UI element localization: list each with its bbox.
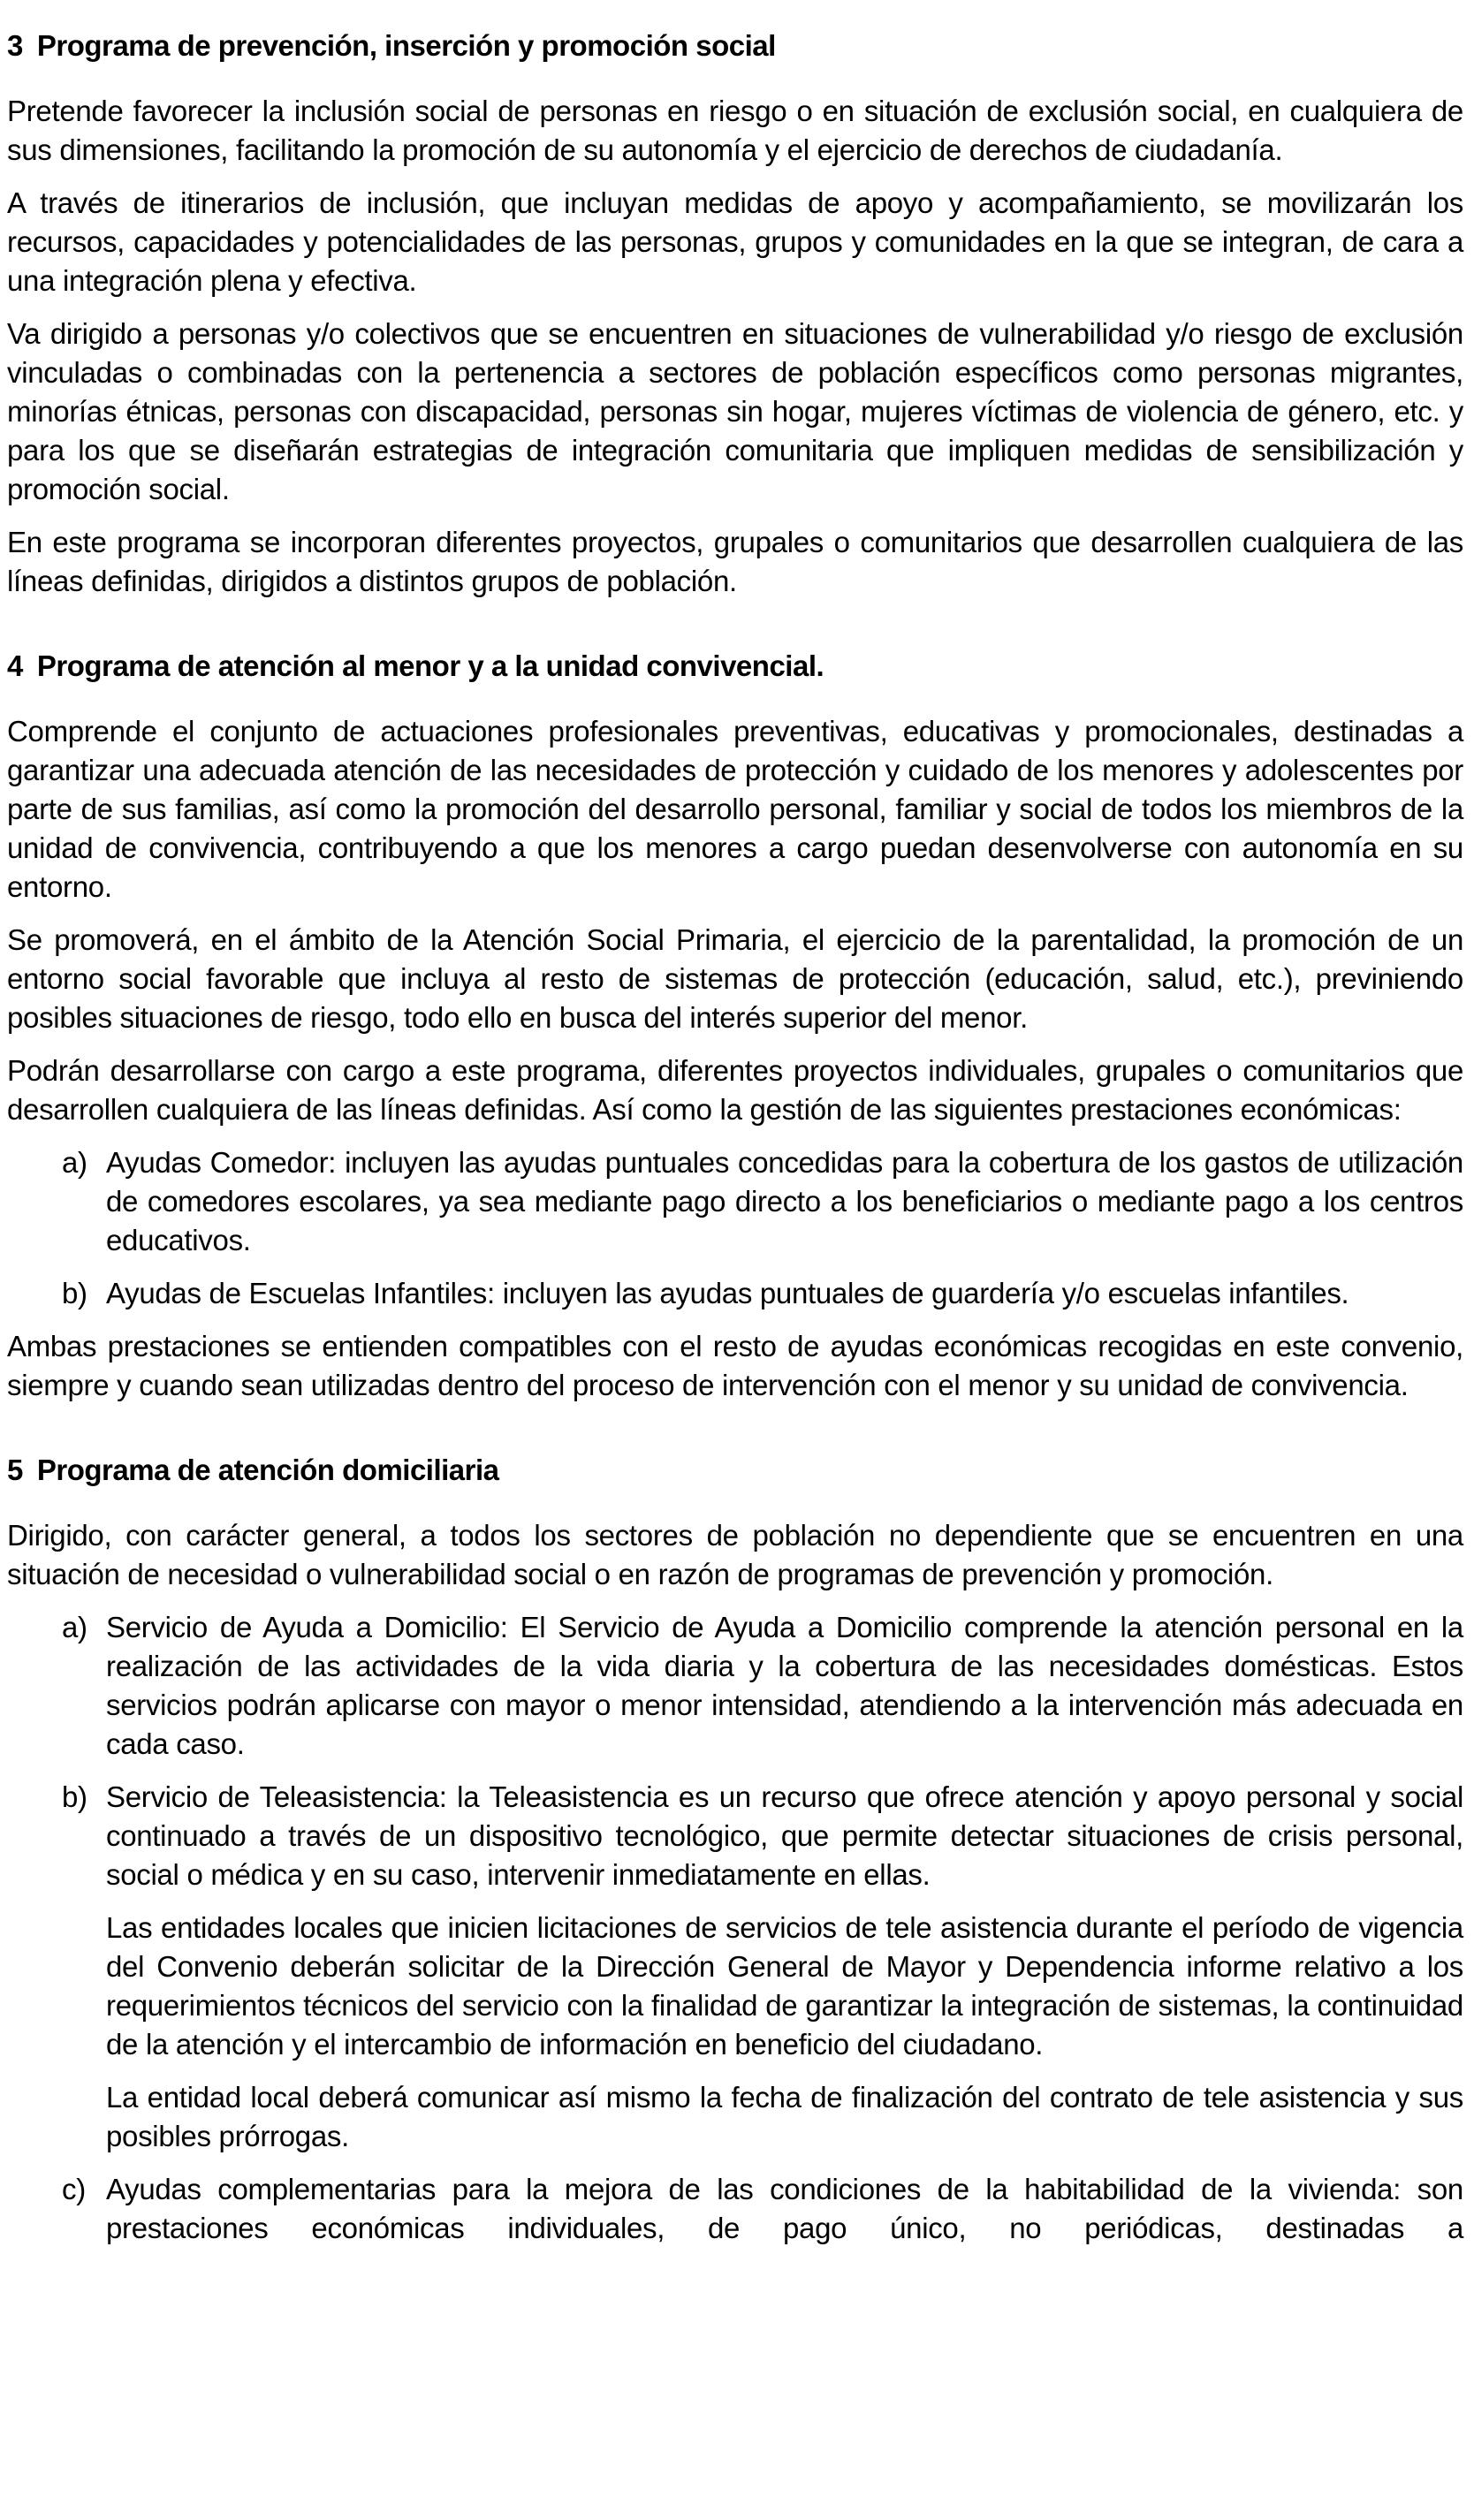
section-heading-5 [7, 1451, 1463, 1490]
list-item-body [106, 2170, 1463, 2248]
list-item-b [7, 1274, 1463, 1313]
list-item-body [106, 1778, 1463, 2156]
list-item-b [7, 1778, 1463, 2156]
list-item-marker: c) [62, 2173, 86, 2205]
paragraph: Servicio de Teleasistencia: la Teleasistencia es un recurso que ofrece atención y apoyo personal y social continuado a través de un dispositivo tecnológico, que permite detectar situaciones de crisis personal, social o médica y en su caso, intervenir inmediatamente en ellas. [106, 1780, 1463, 1891]
paragraph: Ambas prestaciones se entienden compatibles con el resto de ayudas económicas recogidas en este convenio, siempre y cuando sean utilizadas dentro del proceso de intervención con el menor y su unidad de convivencia. [7, 1330, 1463, 1401]
list-item-marker: b) [62, 1780, 87, 1813]
section-title: Programa de atención domiciliaria [36, 1454, 499, 1486]
paragraph: La entidad local deberá comunicar así mismo la fecha de finalización del contrato de tele asistencia y sus posibles prórrogas. [106, 2081, 1463, 2152]
paragraph: Ayudas de Escuelas Infantiles: incluyen las ayudas puntuales de guardería y/o escuelas infantiles. [106, 1277, 1349, 1309]
list-item-a [7, 1608, 1463, 1764]
section-heading-4 [7, 647, 1463, 686]
paragraph: Pretende favorecer la inclusión social de personas en riesgo o en situación de exclusión social, en cualquiera de sus dimensiones, facilitando la promoción de su autonomía y el ejercicio de derechos de ciudadanía. [7, 95, 1463, 166]
section-number: 3 [7, 29, 23, 62]
paragraph: Servicio de Ayuda a Domicilio: El Servicio de Ayuda a Domicilio comprende la atención personal en la realización de las actividades de la vida diaria y la cobertura de las necesidades domésticas. Estos servicios podrán aplicarse con mayor o menor intensidad, atendiendo a la intervención más adecuada en cada caso. [106, 1611, 1463, 1760]
section-heading-3 [7, 27, 1463, 65]
paragraph: Podrán desarrollarse con cargo a este programa, diferentes proyectos individuales, grupales o comunitarios que desarrollen cualquiera de las líneas definidas. Así como la gestión de las siguientes prestaciones económicas: [7, 1054, 1463, 1126]
list-item-c [7, 2170, 1463, 2248]
paragraph: A través de itinerarios de inclusión, que incluyan medidas de apoyo y acompañamiento, se movilizarán los recursos, capacidades y potencialidades de las personas, grupos y comunidades en la que se integran, de cara a una integración plena y efectiva. [7, 186, 1463, 297]
section-number: 5 [7, 1454, 23, 1486]
list-item-body [106, 1143, 1463, 1260]
section-title: Programa de prevención, inserción y promoción social [36, 29, 776, 62]
section-number: 4 [7, 649, 23, 682]
list-item-body [106, 1274, 1463, 1313]
section-title: Programa de atención al menor y a la unidad convivencial. [36, 649, 824, 682]
paragraph: Ayudas Comedor: incluyen las ayudas puntuales concedidas para la cobertura de los gastos de utilización de comedores escolares, ya sea mediante pago directo a los beneficiarios o mediante pago a los centros educativos. [106, 1146, 1463, 1256]
paragraph: Las entidades locales que inicien licitaciones de servicios de tele asistencia durante el período de vigencia del Convenio deberán solicitar de la Dirección General de Mayor y Dependencia informe relativo a los requerimientos técnicos del servicio con la finalidad de garantizar la integración de sistemas, la continuidad de la atención y el intercambio de información en beneficio del ciudadano. [106, 1911, 1463, 2061]
paragraph: Ayudas complementarias para la mejora de las condiciones de la habitabilidad de la vivienda: son prestaciones económicas individuales, de pago único, no periódicas, destinadas a [106, 2173, 1463, 2244]
paragraph: Se promoverá, en el ámbito de la Atención Social Primaria, el ejercicio de la parentalidad, la promoción de un entorno social favorable que incluya al resto de sistemas de protección (educación, salud, etc.), previniendo posibles situaciones de riesgo, todo ello en busca del interés superior del menor. [7, 923, 1463, 1034]
list-item-marker: a) [62, 1611, 87, 1643]
list-item-marker: a) [62, 1146, 87, 1179]
paragraph: Dirigido, con carácter general, a todos los sectores de población no dependiente que se encuentren en una situación de necesidad o vulnerabilidad social o en razón de programas de prevención y promoción. [7, 1519, 1463, 1590]
list-item-body [106, 1608, 1463, 1764]
paragraph: Va dirigido a personas y/o colectivos que se encuentren en situaciones de vulnerabilidad y/o riesgo de exclusión vinculadas o combinadas con la pertenencia a sectores de población específicos como personas migrantes, minorías étnicas, personas con discapacidad, personas sin hogar, mujeres víctimas de violencia de género, etc. y para los que se diseñarán estrategias de integración comunitaria que impliquen medidas de sensibilización y promoción social. [7, 317, 1463, 505]
list-item-marker: b) [62, 1277, 87, 1309]
paragraph: En este programa se incorporan diferentes proyectos, grupales o comunitarios que desarrollen cualquiera de las líneas definidas, dirigidos a distintos grupos de población. [7, 526, 1463, 597]
list-item-a [7, 1143, 1463, 1260]
paragraph: Comprende el conjunto de actuaciones profesionales preventivas, educativas y promocionales, destinadas a garantizar una adecuada atención de las necesidades de protección y cuidado de los menores y adolescentes por parte de sus familias, así como la promoción del desarrollo personal, familiar y social de todos los miembros de la unidad de convivencia, contribuyendo a que los menores a cargo puedan desenvolverse con autonomía en su entorno. [7, 715, 1463, 903]
